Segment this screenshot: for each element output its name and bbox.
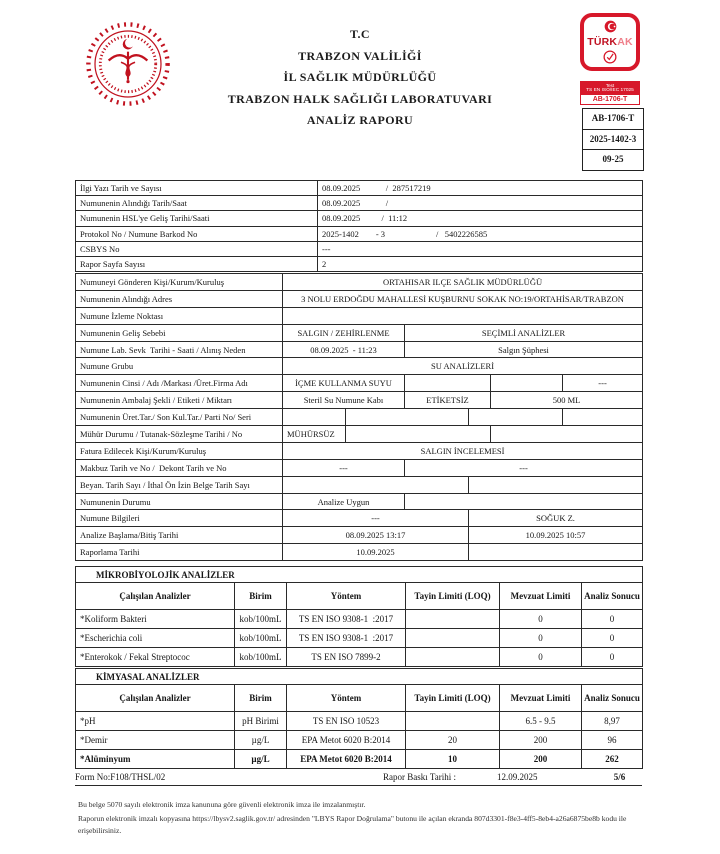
table-cell: TS EN ISO 9308-1 :2017	[287, 629, 406, 648]
ref-protocol-no: 2025-1402-3	[583, 129, 643, 150]
table-cell	[283, 307, 643, 324]
table-cell: 262	[582, 750, 643, 769]
table-cell: Steril Su Numune Kabı	[283, 392, 405, 409]
ref-accreditation-no: AB-1706-T	[591, 113, 635, 123]
table-cell	[491, 426, 643, 443]
table-cell	[491, 375, 563, 392]
table-cell: pH Birimi	[235, 712, 287, 731]
table-cell: ---	[283, 459, 405, 476]
title-valilik: TRABZON VALİLİĞİ	[298, 48, 422, 63]
table-cell: 200	[500, 731, 582, 750]
table-cell: kob/100mL	[235, 610, 287, 629]
table-cell: MÜHÜRSÜZ	[283, 426, 346, 443]
table-cell: Numune Lab. Sevk Tarihi - Saati / Alınış Neden	[76, 341, 283, 358]
table-cell: ORTAHISAR ILÇE SAĞLIK MÜDÜRLÜĞÜ	[283, 274, 643, 291]
form-footer-row	[75, 769, 642, 786]
table-cell: 10	[406, 750, 500, 769]
table-cell: Numunenin Ambalaj Şekli / Etiketi / Miktarı	[76, 392, 283, 409]
table-cell: İlgi Yazı Tarih ve Sayısı	[76, 181, 318, 196]
table-cell: 500 ML	[491, 392, 643, 409]
band-standard-label: TS EN ISO/IEC 17025	[586, 87, 634, 93]
table-cell: *Enterokok / Fekal Streptococ	[76, 648, 235, 667]
table-cell: Mühür Durumu / Tutanak-Sözleşme Tarihi / No	[76, 426, 283, 443]
table-cell: Protokol No / Numune Barkod No	[76, 226, 318, 241]
title-laboratuvar: TRABZON HALK SAĞLIĞI LABORATUVARI	[227, 91, 493, 106]
table-cell: EPA Metot 6020 B:2014	[287, 731, 406, 750]
table-cell: Numunenin Üret.Tar./ Son Kul.Tar./ Parti No/ Seri	[76, 409, 283, 426]
ref-date-code: 09-25	[583, 149, 643, 170]
table-cell: Yöntem	[287, 583, 406, 610]
table-cell	[469, 476, 643, 493]
form-number: Form No:F108/THSL/02	[75, 772, 166, 782]
table-cell: CSBYS No	[76, 241, 318, 256]
table-cell: 0	[582, 648, 643, 667]
turkish-flag-icon	[604, 20, 617, 33]
band-test-label: Test	[605, 82, 615, 88]
table-cell: Numunenin Alındığı Tarih/Saat	[76, 196, 318, 211]
table-cell: 10.09.2025 10:57	[469, 527, 643, 544]
report-header	[75, 24, 645, 132]
table-cell: EPA Metot 6020 B:2014	[287, 750, 406, 769]
table-cell: Rapor Sayfa Sayısı	[76, 256, 318, 271]
table-cell: Numunenin Alındığı Adres	[76, 290, 283, 307]
table-cell	[346, 426, 491, 443]
print-date-label: Rapor Baskı Tarihi :	[383, 772, 456, 782]
table-cell: Analiz Sonucu	[582, 685, 643, 712]
footnote-esign: Bu belge 5070 sayılı elektronik imza kanununa göre güvenli elektronik imza ile imzalanmıştır.	[78, 800, 366, 809]
table-cell: 0	[500, 610, 582, 629]
table-cell: Mevzuat Limiti	[500, 583, 582, 610]
accreditation-standard-band	[580, 81, 640, 95]
table-cell: SALGIN İNCELEMESİ	[283, 442, 643, 459]
table-cell: 3 NOLU ERDOĞDU MAHALLESİ KUŞBURNU SOKAK NO:19/ORTAHİSAR/TRABZON	[283, 290, 643, 307]
legal-footnotes	[78, 799, 640, 839]
table-cell: SU ANALİZLERİ	[283, 358, 643, 375]
table-cell: Makbuz Tarih ve No / Dekont Tarih ve No	[76, 459, 283, 476]
table-cell: Çalışılan Analizler	[76, 685, 235, 712]
table-cell: 0	[500, 629, 582, 648]
table-cell: SEÇİMLİ ANALİZLER	[405, 324, 643, 341]
table-cell: kob/100mL	[235, 648, 287, 667]
table-cell: *Escherichia coli	[76, 629, 235, 648]
table-cell: TS EN ISO 9308-1 :2017	[287, 610, 406, 629]
table-cell	[563, 409, 643, 426]
table-cell	[406, 610, 500, 629]
checkmark-icon	[603, 50, 617, 64]
table-cell: ---	[563, 375, 643, 392]
table-cell: Numunenin Cinsi / Adı /Markası /Üret.Firma Adı	[76, 375, 283, 392]
table-cell: *Demir	[76, 731, 235, 750]
table-cell: *Koliform Bakteri	[76, 610, 235, 629]
table-cell: İÇME KULLANMA SUYU	[283, 375, 405, 392]
table-cell: 2025-1402 - 3 / 5402226585	[318, 226, 643, 241]
table-cell: Çalışılan Analizler	[76, 583, 235, 610]
table-cell: Numunenin Geliş Sebebi	[76, 324, 283, 341]
table-cell: SALGIN / ZEHİRLENME	[283, 324, 405, 341]
table-cell: Salgın Şüphesi	[405, 341, 643, 358]
table-cell	[405, 493, 643, 510]
table-cell: TS EN ISO 7899-2	[287, 648, 406, 667]
table-cell: 0	[582, 610, 643, 629]
table-cell: 10.09.2025	[283, 544, 469, 561]
table-cell: Analize Uygun	[283, 493, 405, 510]
table-cell: µg/L	[235, 750, 287, 769]
table-cell: Raporlama Tarihi	[76, 544, 283, 561]
table-cell: *pH	[76, 712, 235, 731]
table-cell	[283, 476, 469, 493]
table-cell: ---	[283, 510, 469, 527]
table-cell: MİKROBİYOLOJİK ANALİZLER	[76, 567, 643, 583]
table-cell: 6.5 - 9.5	[500, 712, 582, 731]
table-cell: 08.09.2025 13:17	[283, 527, 469, 544]
table-cell	[283, 409, 346, 426]
table-cell: 96	[582, 731, 643, 750]
table-cell: ---	[405, 459, 643, 476]
table-cell: Beyan. Tarih Sayı / İthal Ön İzin Belge Tarih Sayı	[76, 476, 283, 493]
table-cell: 08.09.2025 /	[318, 196, 643, 211]
footnote-verification: Raporun elektronik imzalı kopyasına https://lbysv2.saglik.gov.tr/ adresinden "LBYS Rapor Doğrulama" butonu ile açılan ekranda 807d3301-f8e3-4ff5-8eb4-a26a6875be8b kodu ile erişebilirsiniz.	[78, 813, 627, 835]
table-cell: 08.09.2025 - 11:23	[283, 341, 405, 358]
table-cell: Numunenin Durumu	[76, 493, 283, 510]
table-cell: ETİKETSİZ	[405, 392, 491, 409]
turkak-logo-text: TÜRKAK	[587, 35, 633, 48]
table-cell: 08.09.2025 / 287517219	[318, 181, 643, 196]
table-cell	[406, 648, 500, 667]
table-cell: kob/100mL	[235, 629, 287, 648]
table-cell: Numune İzleme Noktası	[76, 307, 283, 324]
table-cell: *Alüminyum	[76, 750, 235, 769]
table-cell: 0	[582, 629, 643, 648]
table-cell: Birim	[235, 583, 287, 610]
table-cell: ---	[318, 241, 643, 256]
table-cell: Analiz Sonucu	[582, 583, 643, 610]
table-cell	[405, 375, 491, 392]
print-date-value: 12.09.2025	[497, 772, 538, 782]
table-cell: Numunenin HSL'ye Geliş Tarihi/Saati	[76, 211, 318, 226]
chemical-analysis-table	[75, 668, 643, 769]
table-cell	[469, 409, 563, 426]
table-cell	[469, 544, 643, 561]
table-cell	[406, 629, 500, 648]
table-cell: Numune Grubu	[76, 358, 283, 375]
table-cell: 8,97	[582, 712, 643, 731]
table-cell: Yöntem	[287, 685, 406, 712]
microbiological-analysis-table	[75, 566, 643, 667]
table-cell: 200	[500, 750, 582, 769]
table-cell	[406, 712, 500, 731]
title-mudurluk: İL SAĞLIK MÜDÜRLÜĞÜ	[283, 70, 437, 84]
table-cell: Fatura Edilecek Kişi/Kurum/Kuruluş	[76, 442, 283, 459]
table-cell: Mevzuat Limiti	[500, 685, 582, 712]
page-indicator: 5/6	[613, 772, 626, 782]
table-cell: Tayin Limiti (LOQ)	[406, 685, 500, 712]
table-cell: Analize Başlama/Bitiş Tarihi	[76, 527, 283, 544]
table-cell	[346, 409, 469, 426]
title-tc: T.C	[350, 27, 370, 41]
table-cell: 2	[318, 256, 643, 271]
table-cell: SOĞUK Z.	[469, 510, 643, 527]
table-cell: Numuneyi Gönderen Kişi/Kurum/Kuruluş	[76, 274, 283, 291]
sample-info-table	[75, 273, 643, 561]
accreditation-code: AB-1706-T	[580, 94, 640, 105]
table-cell: Birim	[235, 685, 287, 712]
table-cell: Numune Bilgileri	[76, 510, 283, 527]
reference-number-box	[582, 108, 644, 171]
title-rapor: ANALİZ RAPORU	[306, 113, 414, 127]
table-cell: 08.09.2025 / 11:12	[318, 211, 643, 226]
table-cell: µg/L	[235, 731, 287, 750]
table-cell: 20	[406, 731, 500, 750]
table-cell: KİMYASAL ANALİZLER	[76, 669, 643, 685]
table-cell: Tayin Limiti (LOQ)	[406, 583, 500, 610]
table-cell: TS EN ISO 10523	[287, 712, 406, 731]
turkak-accreditation-badge	[580, 13, 640, 71]
document-info-table	[75, 180, 643, 272]
table-cell: 0	[500, 648, 582, 667]
